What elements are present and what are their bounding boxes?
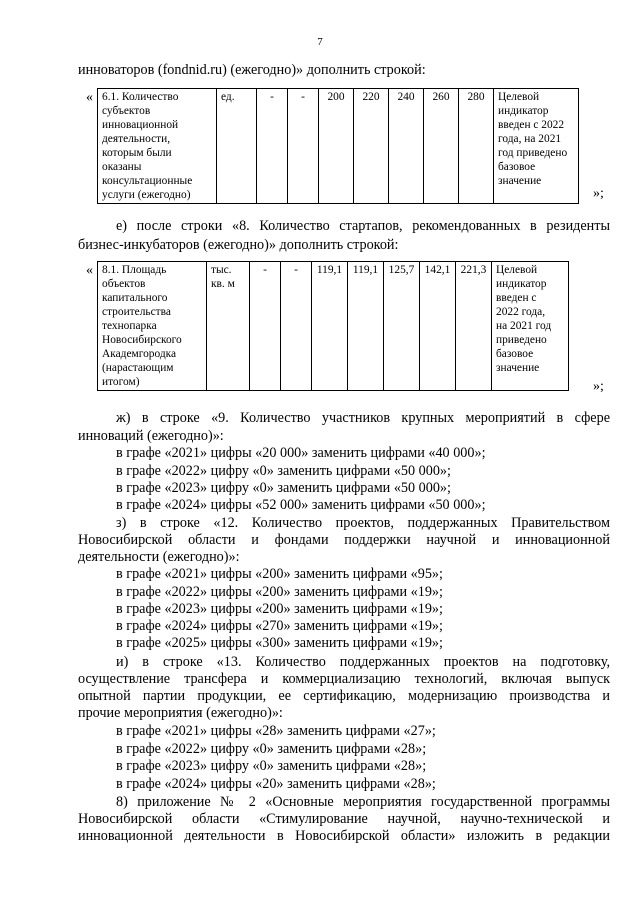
indicator-cell [98, 89, 217, 204]
text-line: консультационные [102, 175, 193, 187]
text-line: капитального [102, 292, 168, 304]
table-row [98, 262, 569, 391]
value-cell: 125,7 [384, 262, 420, 391]
unit-cell [207, 262, 250, 391]
table2-close: »; [593, 379, 604, 394]
para-8-line3: инновационной деятельности в Новосибирской области» изложить в редакции [78, 828, 610, 844]
text-line: инновационной [102, 119, 179, 131]
text-line: (нарастающим [102, 362, 174, 374]
value-cell: 220 [354, 89, 389, 204]
list-item: в графе «2021» цифры «28» заменить цифрами «27»; [116, 723, 436, 739]
unit-cell: ед. [217, 89, 257, 204]
note-cell [492, 262, 569, 391]
para-8-line2: Новосибирской области «Стимулирование научной, научно-технической и [78, 811, 610, 827]
table2 [97, 261, 569, 391]
list-item: в графе «2021» цифры «200» заменить цифрами «95»; [116, 566, 443, 582]
text-line: базовое [498, 161, 536, 173]
list-item: в графе «2024» цифры «52 000» заменить цифрами «50 000»; [116, 497, 486, 513]
text-line: года, на 2021 [498, 133, 562, 145]
text-line: индикатор [496, 278, 547, 290]
text-line: технопарка [102, 320, 157, 332]
table-row [98, 89, 579, 204]
text-line: 8.1. Площадь [102, 264, 167, 276]
table1 [97, 88, 579, 204]
text-line: год приведено [498, 147, 568, 159]
para-i-line2: осуществление трансфера и коммерциализацию технологий, включая выпуск [78, 671, 610, 687]
value-cell: - [288, 89, 319, 204]
list-item: в графе «2022» цифры «200» заменить цифрами «19»; [116, 584, 443, 600]
value-cell: 240 [389, 89, 424, 204]
text-line: индикатор [498, 105, 549, 117]
value-cell: - [250, 262, 281, 391]
text-line: базовое [496, 348, 534, 360]
text-line: на 2021 год [496, 320, 552, 332]
table2-open-quote: « [86, 263, 93, 278]
table1-open-quote: « [86, 90, 93, 105]
para-8-line1: 8) приложение № 2 «Основные мероприятия государственной программы [116, 794, 610, 810]
value-cell: 119,1 [348, 262, 384, 391]
list-item: в графе «2021» цифры «20 000» заменить цифрами «40 000»; [116, 445, 486, 461]
value-cell: 260 [424, 89, 459, 204]
value-cell: - [257, 89, 288, 204]
list-item: в графе «2023» цифру «0» заменить цифрами «50 000»; [116, 480, 451, 496]
value-cell: 200 [319, 89, 354, 204]
value-cell: - [281, 262, 312, 391]
text-line: 6.1. Количество [102, 91, 179, 103]
text-line: значение [498, 175, 542, 187]
para-i-line4: прочие мероприятия (ежегодно)»: [78, 705, 283, 721]
indicator-cell [98, 262, 207, 391]
para-e-line2: бизнес-инкубаторов (ежегодно)» дополнить строкой: [78, 237, 399, 253]
para-z-line2: Новосибирской области и фондами поддержки научной и инновационной [78, 532, 610, 548]
para-i-line1: и) в строке «13. Количество поддержанных проектов на подготовку, [116, 654, 610, 670]
text-line: строительства [102, 306, 171, 318]
text-line: Целевой [498, 91, 540, 103]
text-line: услуги (ежегодно) [102, 189, 191, 201]
text-line: Новосибирского [102, 334, 182, 346]
para-zh-line2: инноваций (ежегодно)»: [78, 428, 224, 444]
list-item: в графе «2022» цифру «0» заменить цифрами «28»; [116, 741, 427, 757]
text-line: введен с 2022 [498, 119, 565, 131]
text-line: субъектов [102, 105, 151, 117]
text-line: Академгородка [102, 348, 177, 360]
text-line: приведено [496, 334, 547, 346]
text-line: деятельности, [102, 133, 171, 145]
text-line: введен с [496, 292, 537, 304]
list-item: в графе «2022» цифру «0» заменить цифрами «50 000»; [116, 463, 451, 479]
para-e-line1: е) после строки «8. Количество стартапов, рекомендованных в резиденты [116, 218, 610, 234]
text-line: которым были [102, 147, 172, 159]
para-z-line3: деятельности (ежегодно)»: [78, 549, 240, 565]
value-cell: 142,1 [420, 262, 456, 391]
intro-line: инноваторов (fondnid.ru) (ежегодно)» дополнить строкой: [78, 62, 426, 78]
value-cell: 119,1 [312, 262, 348, 391]
text-line: Целевой [496, 264, 538, 276]
text-line: оказаны [102, 161, 142, 173]
text-line: тыс. [211, 264, 232, 276]
para-z-line1: з) в строке «12. Количество проектов, поддержанных Правительством [116, 515, 610, 531]
text-line: итогом) [102, 376, 140, 388]
text-line: объектов [102, 278, 146, 290]
text-line: 2022 года, [496, 306, 546, 318]
text-line: значение [496, 362, 540, 374]
text-line: кв. м [211, 278, 235, 290]
list-item: в графе «2023» цифры «200» заменить цифрами «19»; [116, 601, 443, 617]
list-item: в графе «2025» цифры «300» заменить цифрами «19»; [116, 635, 443, 651]
list-item: в графе «2024» цифры «270» заменить цифрами «19»; [116, 618, 443, 634]
para-i-line3: опытной партии продукции, ее сертификацию, модернизацию производства и [78, 688, 610, 704]
value-cell: 221,3 [456, 262, 492, 391]
note-cell [494, 89, 579, 204]
list-item: в графе «2023» цифру «0» заменить цифрами «28»; [116, 758, 427, 774]
para-zh-line1: ж) в строке «9. Количество участников крупных мероприятий в сфере [116, 410, 610, 426]
value-cell: 280 [459, 89, 494, 204]
page-number: 7 [317, 36, 323, 48]
table1-close: »; [593, 186, 604, 201]
list-item: в графе «2024» цифры «20» заменить цифрами «28»; [116, 776, 436, 792]
